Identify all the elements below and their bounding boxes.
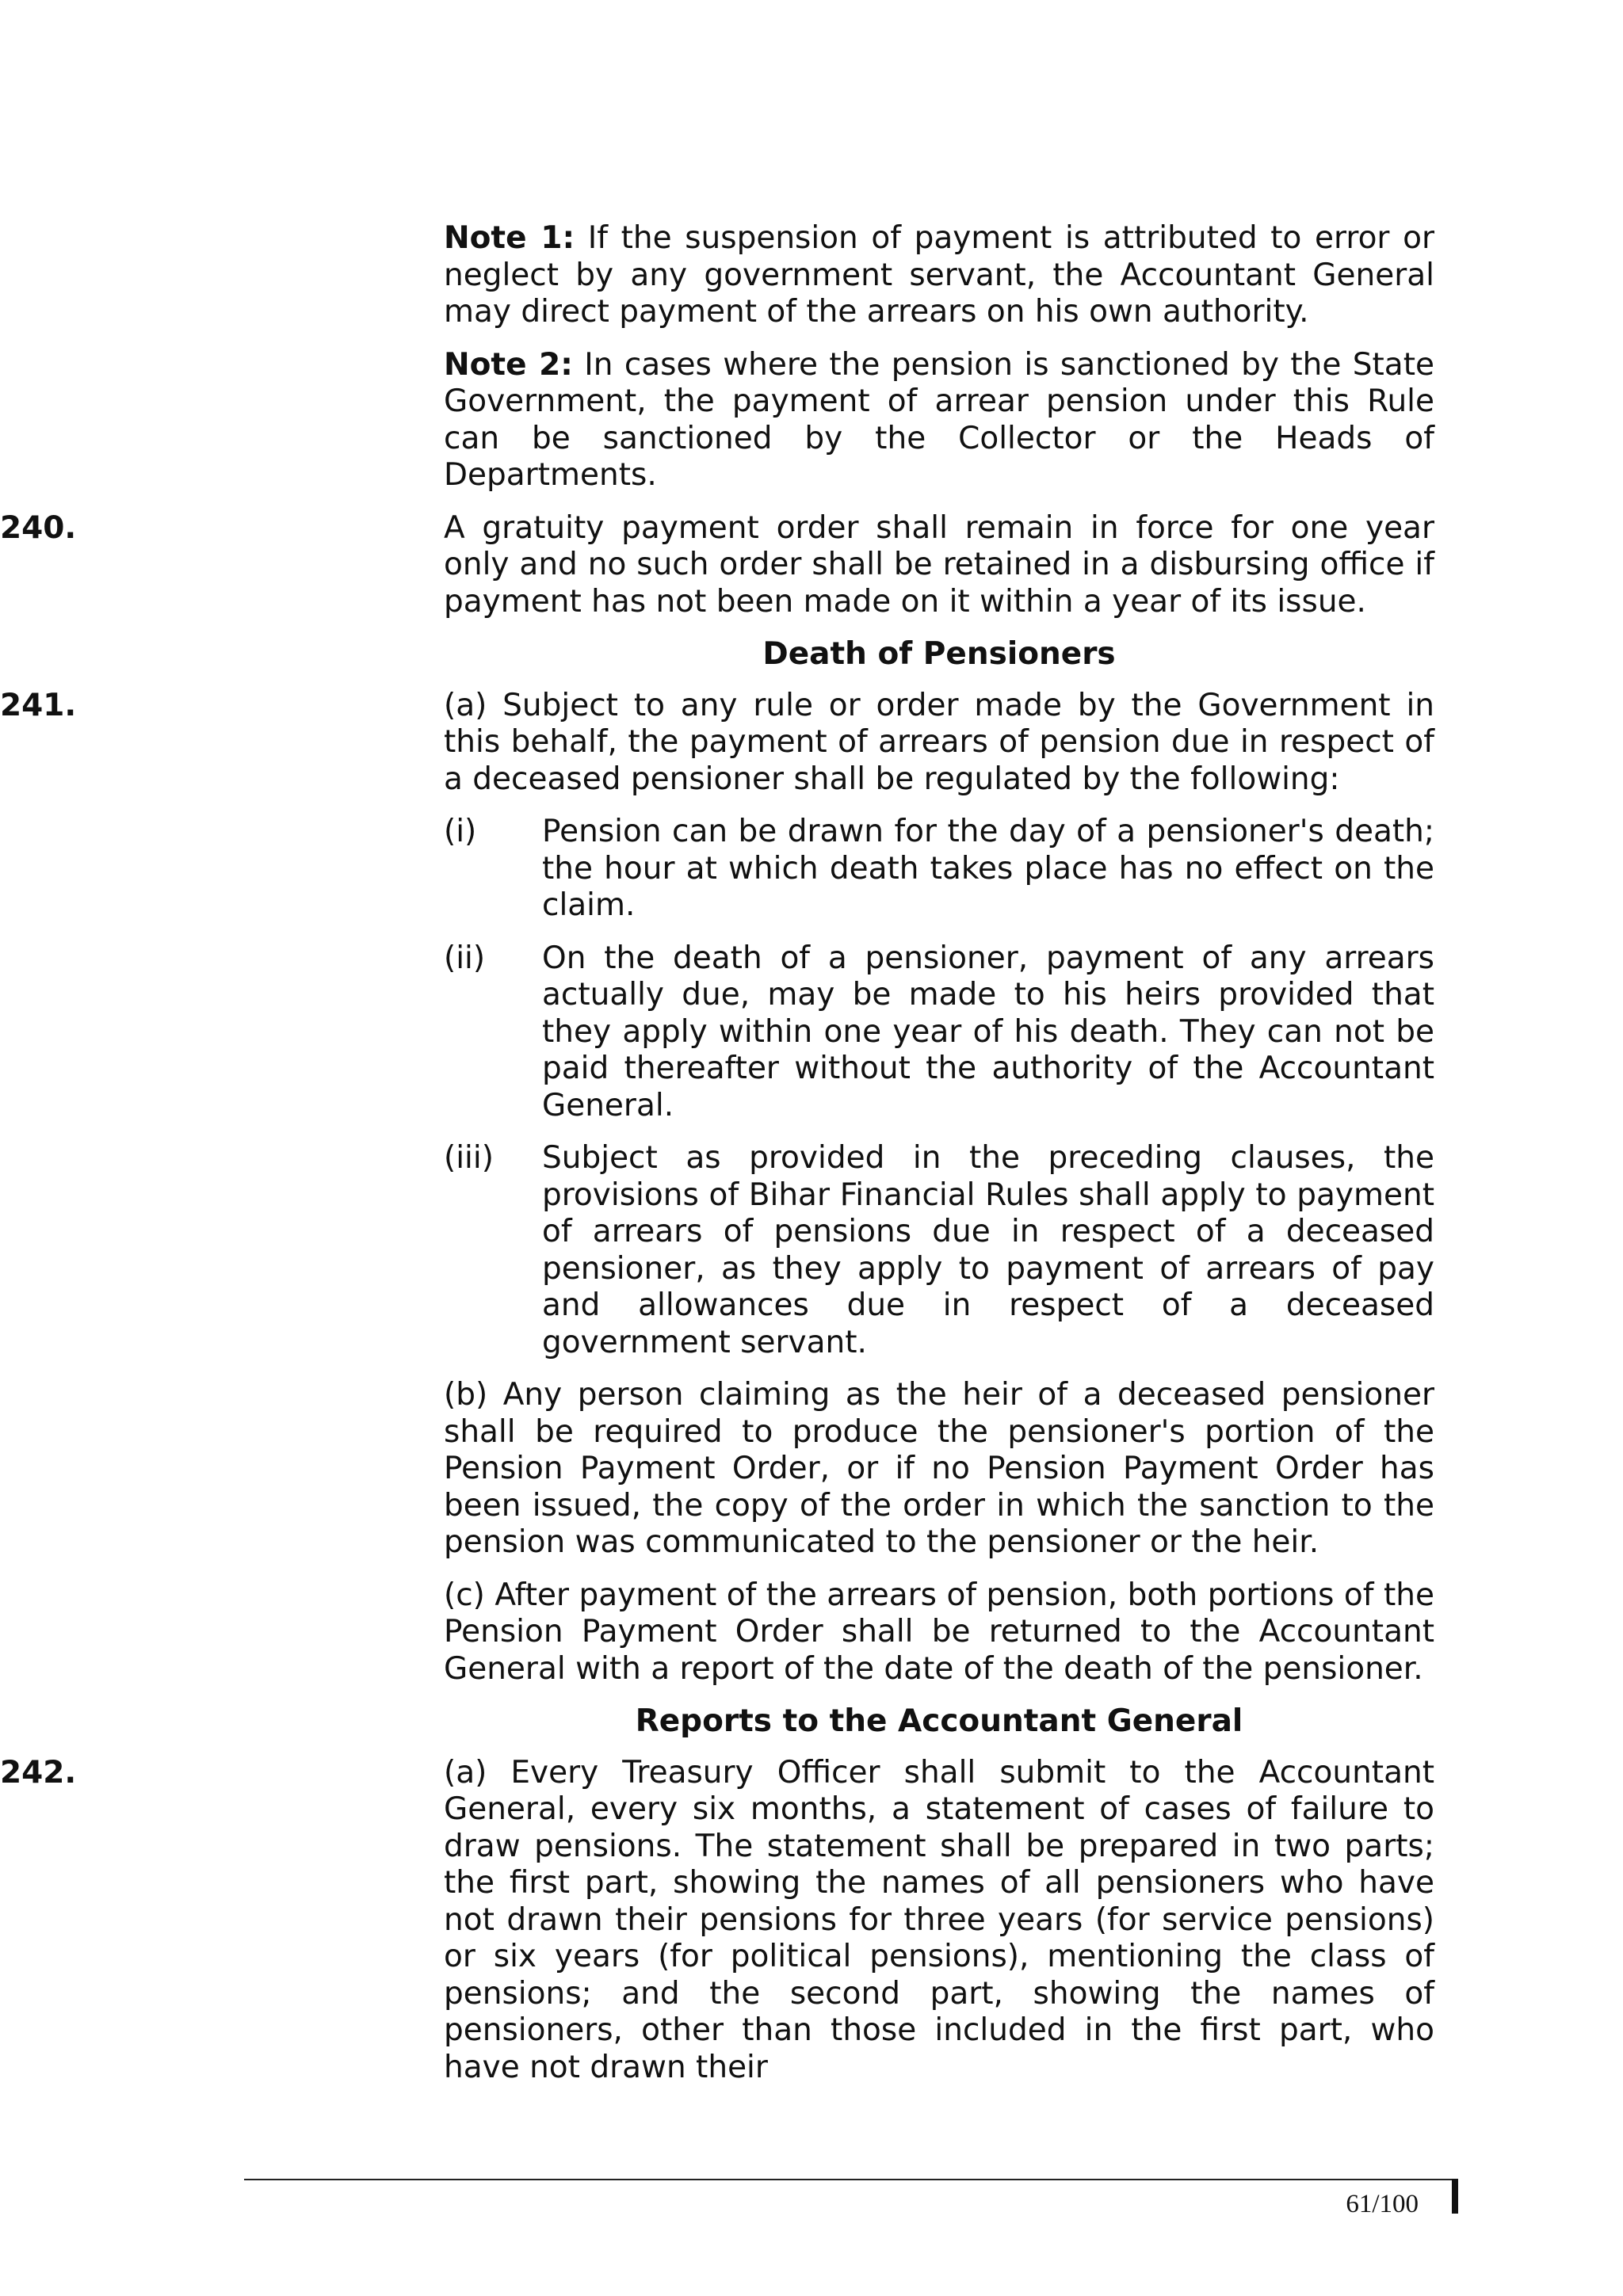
heading-death-of-pensioners: Death of Pensioners xyxy=(762,636,1116,672)
note-2 xyxy=(444,347,1434,494)
item-text: Pension can be drawn for the day of a pensioner's death; the hour at which death takes place has no effect on the claim. xyxy=(542,814,1434,923)
item-text: Subject as provided in the preceding clauses, the provisions of Bihar Financial Rules shall apply to payment of arrears of pensions due in respect of a deceased pensioner, as they apply to payment of arrears of pay and allowances due in respect of a deceased government servant. xyxy=(542,1140,1434,1360)
rule-241-item-iii xyxy=(444,1140,1434,1361)
rule-241-para-b: (b) Any person claiming as the heir of a deceased pensioner shall be required to produce the pensioner's portion of the Pension Payment Order, or if no Pension Payment Order has been issued, the copy of the order in which the sanction to the pension was communicated to the pensioner or the heir. xyxy=(444,1377,1434,1560)
rule-240 xyxy=(0,509,1434,621)
note-1 xyxy=(444,220,1434,331)
note-2-text: In cases where the pension is sanctioned by the State Government, the payment of arrear pension under this Rule can be sanctioned by the Collector or the Heads of Departments. xyxy=(444,346,1434,493)
rule-241-intro: (a) Subject to any rule or order made by the Government in this behalf, the payment of arrears of pension due in respect of a deceased pensioner shall be regulated by the following: xyxy=(444,687,1434,797)
rule-241-number: 241. xyxy=(0,687,77,723)
item-text: On the death of a pensioner, payment of any arrears actually due, may be made to his heirs provided that they apply within one year of his death. They can not be paid thereafter without the authority of the Accountant General. xyxy=(542,940,1434,1123)
note-1-text: If the suspension of payment is attributed to error or neglect by any government servant, the Accountant General may direct payment of the arrears on his own authority. xyxy=(444,220,1434,330)
item-label: (ii) xyxy=(444,940,486,976)
rule-242 xyxy=(0,1754,1434,2087)
rule-241-body xyxy=(444,688,1434,1688)
note-2-label: Note 2: xyxy=(444,346,573,383)
footer-divider xyxy=(244,2179,1458,2180)
rule-242-number: 242. xyxy=(0,1754,77,1791)
item-label: (i) xyxy=(444,814,477,849)
rule-241-para-c: (c) After payment of the arrears of pension, both portions of the Pension Payment Order shall be returned to the Accountant General with a report of the date of the death of the pensioner. xyxy=(444,1577,1434,1687)
page-number: 61/100 xyxy=(1346,2190,1419,2218)
rule-241 xyxy=(0,687,1434,1688)
heading-reports-to-accountant-general: Reports to the Accountant General xyxy=(635,1703,1243,1739)
note-1-label: Note 1: xyxy=(444,220,575,256)
document-body xyxy=(0,220,1434,2102)
rule-241-item-i xyxy=(444,814,1434,925)
footer-bar-mark xyxy=(1452,2179,1458,2214)
item-label: (iii) xyxy=(444,1140,494,1176)
rule-240-text: A gratuity payment order shall remain in force for one year only and no such order shall be retained in a disbursing office if payment has not been made on it within a year of its issue. xyxy=(444,509,1434,620)
rule-242-body xyxy=(444,1755,1434,2087)
rule-242-text: (a) Every Treasury Officer shall submit to the Accountant General, every six months, a statement of cases of failure to draw pensions. The statement shall be prepared in two parts; the first part, showing the names of all pensioners who have not drawn their pensions for three years (for service pensions) or six years (for political pensions), mentioning the class of pensions; and the second part, showing the names of pensioners, other than those included in the first part, who have not drawn their xyxy=(444,1754,1434,2085)
notes-block xyxy=(444,220,1434,494)
rule-241-item-ii xyxy=(444,940,1434,1125)
rule-240-number: 240. xyxy=(0,509,77,546)
rule-240-body xyxy=(444,510,1434,621)
